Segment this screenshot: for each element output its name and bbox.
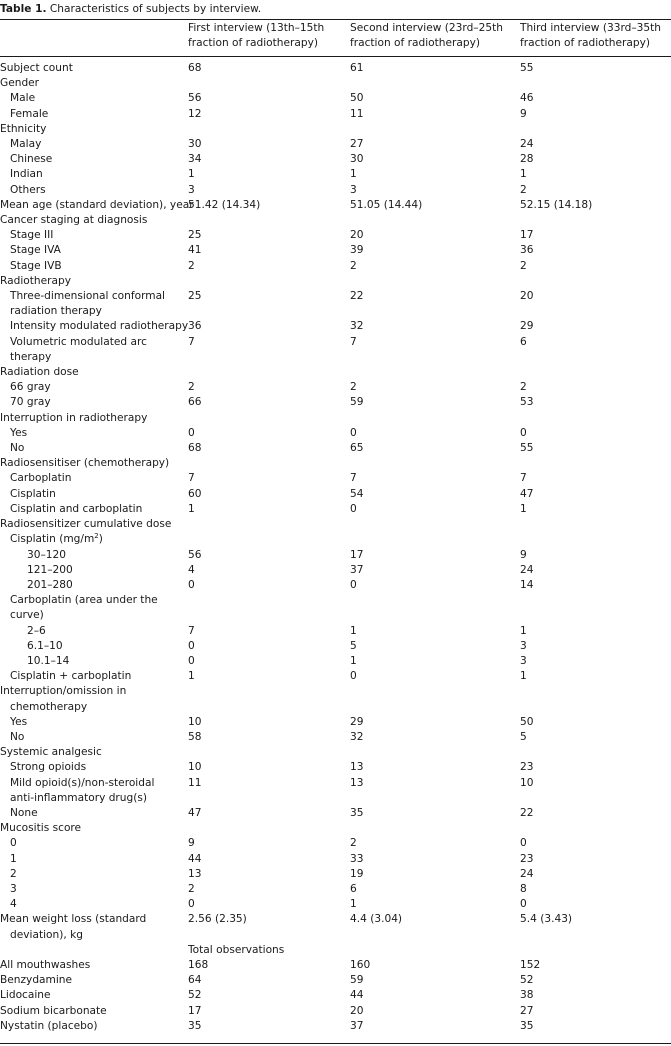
table-row: Chinese 34 30 28 <box>10 153 534 166</box>
table-row: Three-dimensional conformal radiation therapy 25 22 20 <box>10 290 534 318</box>
table-row: 70 gray 66 59 53 <box>10 396 534 409</box>
table-row: No 68 65 55 <box>10 442 534 455</box>
table-row: Carboplatin 7 7 7 <box>10 472 527 485</box>
table-row: Nystatin (placebo) 35 37 35 <box>0 1019 534 1032</box>
table-row: Male 56 50 46 <box>10 92 534 105</box>
table-row: Sodium bicarbonate 17 20 27 <box>0 1004 534 1017</box>
table-row: Yes 0 0 0 <box>10 426 527 439</box>
table-row: Mean age (standard deviation), year 51.42 (14.34) 51.05 (14.44) 52.15 (14.18) <box>0 198 593 211</box>
table-row: None 47 35 22 <box>10 806 534 819</box>
table-number: Table 1. <box>0 3 47 15</box>
table-row: 30–120 56 17 9 <box>27 548 527 561</box>
top-rule <box>0 19 671 20</box>
table-row: Cisplatin and carboplatin 1 0 1 <box>10 502 527 515</box>
table-row: Gender <box>0 77 40 90</box>
table-row: No 58 32 5 <box>10 730 527 743</box>
table-row: 4 0 1 0 <box>10 898 527 911</box>
table-row: Mean weight loss (standard deviation), kg 2.56 (2.35) 4.4 (3.04) 5.4 (3.43) <box>0 913 573 941</box>
table-row: 6.1–10 0 5 3 <box>27 639 527 652</box>
table-row: Stage IVB 2 2 2 <box>10 259 527 272</box>
table-caption <box>0 0 671 18</box>
table-row: Others 3 3 2 <box>10 183 527 196</box>
table-row: All mouthwashes 168 160 152 <box>0 958 541 971</box>
table-row: Stage IVA 41 39 36 <box>10 244 534 257</box>
table-row: Radiation dose <box>0 366 79 379</box>
table-row: Mucositis score <box>0 822 82 835</box>
table-row: 1 44 33 23 <box>10 852 534 865</box>
table-row: Interruption/omission in chemotherapy <box>0 685 127 713</box>
column-header-third-interview: Third interview (33rd–35th fraction of radiotherapy) <box>520 22 661 49</box>
column-header-second-interview: Second interview (23rd–25th fraction of radiotherapy) <box>350 22 503 49</box>
table-row: Stage III 25 20 17 <box>10 229 534 242</box>
table-row: 201–280 0 0 14 <box>27 578 534 591</box>
table-row: Cisplatin + carboplatin 1 0 1 <box>10 670 527 683</box>
table-row: 2 13 19 24 <box>10 867 534 880</box>
table-row: 0 9 2 0 <box>10 837 527 850</box>
table-row: Cancer staging at diagnosis <box>0 214 148 227</box>
table-row: Radiotherapy <box>0 274 71 287</box>
table-row: Indian 1 1 1 <box>10 168 527 181</box>
table-row: 121–200 4 37 24 <box>27 563 534 576</box>
table-row: Mild opioid(s)/non-steroidal anti-inflammatory drug(s) 11 13 10 <box>10 776 534 804</box>
table-row: Lidocaine 52 44 38 <box>0 989 534 1002</box>
table-row: Subject count 68 61 55 <box>0 62 534 74</box>
table-row: Volumetric modulated arc therapy 7 7 6 <box>10 335 527 363</box>
table-row: Interruption in radiotherapy <box>0 411 148 424</box>
bottom-rule <box>0 1043 671 1044</box>
table-row: 10.1–14 0 1 3 <box>27 654 527 667</box>
table-row: 66 gray 2 2 2 <box>10 381 527 394</box>
table-row: Intensity modulated radiotherapy 36 32 29 <box>10 320 534 333</box>
characteristics-table <box>0 61 671 1034</box>
table-row: Female 12 11 9 <box>10 107 527 120</box>
table-row: Radiosensitiser (chemotherapy) <box>0 457 170 470</box>
table-row: Ethnicity <box>0 122 47 135</box>
table-row: Radiosensitizer cumulative dose <box>0 518 172 531</box>
table-row: Total observations <box>188 943 285 956</box>
table-row: Malay 30 27 24 <box>10 138 534 151</box>
table-row: Carboplatin (area under the curve) <box>10 594 158 622</box>
column-header-first-interview: First interview (13th–15th fraction of radiotherapy) <box>188 22 325 49</box>
table-title: Characteristics of subjects by interview. <box>49 3 262 15</box>
table-row: Cisplatin $(mg/m^2)$ <box>10 532 103 546</box>
table-row: 3 2 6 8 <box>10 882 527 895</box>
table-row: Systemic analgesic <box>0 746 102 759</box>
table-row: Strong opioids 10 13 23 <box>10 761 534 774</box>
table-row: Yes 10 29 50 <box>10 715 534 728</box>
table-row: Cisplatin 60 54 47 <box>10 487 534 500</box>
table-row: 2–6 7 1 1 <box>27 624 527 637</box>
table-row: Benzydamine 64 59 52 <box>0 974 534 987</box>
header-rule <box>0 56 671 57</box>
